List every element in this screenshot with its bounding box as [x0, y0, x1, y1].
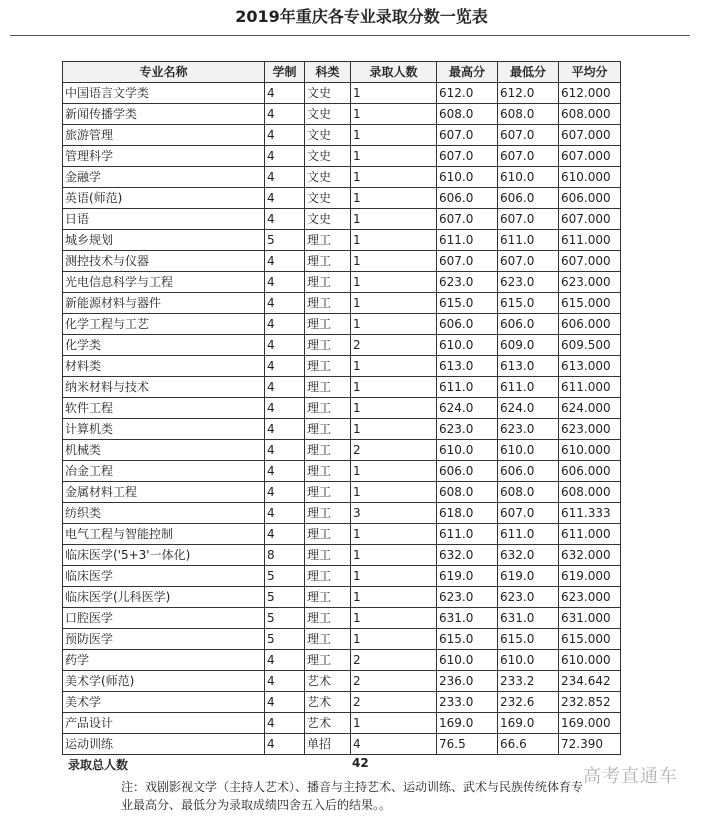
- cell-min-score: 610.0: [498, 650, 559, 671]
- cell-max-score: 169.0: [437, 713, 498, 734]
- cell-max-score: 607.0: [437, 125, 498, 146]
- cell-major: 新能源材料与器件: [63, 293, 265, 314]
- cell-duration: 5: [265, 566, 305, 587]
- cell-max-score: 606.0: [437, 188, 498, 209]
- cell-min-score: 610.0: [498, 440, 559, 461]
- cell-admitted-count: 2: [351, 671, 437, 692]
- page-title: 2019年重庆各专业录取分数一览表: [235, 7, 488, 26]
- cell-admitted-count: 2: [351, 692, 437, 713]
- cell-major: 纳米材料与技术: [63, 377, 265, 398]
- cell-admitted-count: 1: [351, 209, 437, 230]
- header-category: 科类: [305, 62, 351, 83]
- cell-admitted-count: 1: [351, 524, 437, 545]
- cell-duration: 4: [265, 293, 305, 314]
- cell-duration: 4: [265, 314, 305, 335]
- cell-category: 文史: [305, 83, 351, 104]
- cell-max-score: 236.0: [437, 671, 498, 692]
- total-value: 42: [352, 756, 369, 770]
- cell-major: 美术学(师范): [63, 671, 265, 692]
- cell-major: 纺织类: [63, 503, 265, 524]
- title-divider: [10, 35, 690, 36]
- cell-avg-score: 72.390: [559, 734, 621, 755]
- cell-avg-score: 623.000: [559, 419, 621, 440]
- table-row: [63, 482, 621, 503]
- cell-avg-score: 615.000: [559, 629, 621, 650]
- cell-min-score: 66.6: [498, 734, 559, 755]
- table-row: [63, 335, 621, 356]
- table-row: [63, 272, 621, 293]
- cell-avg-score: 631.000: [559, 608, 621, 629]
- cell-admitted-count: 1: [351, 608, 437, 629]
- table-row: [63, 356, 621, 377]
- cell-duration: 5: [265, 629, 305, 650]
- table-row: [63, 650, 621, 671]
- table-header-row: [63, 62, 621, 83]
- cell-min-score: 607.0: [498, 146, 559, 167]
- table-row: [63, 419, 621, 440]
- cell-duration: 4: [265, 146, 305, 167]
- cell-major: 软件工程: [63, 398, 265, 419]
- table-row: [63, 524, 621, 545]
- table-row: [63, 671, 621, 692]
- cell-max-score: 623.0: [437, 272, 498, 293]
- cell-avg-score: 610.000: [559, 650, 621, 671]
- cell-major: 英语(师范): [63, 188, 265, 209]
- cell-category: 理工: [305, 503, 351, 524]
- cell-admitted-count: 1: [351, 125, 437, 146]
- cell-avg-score: 613.000: [559, 356, 621, 377]
- cell-major: 中国语言文学类: [63, 83, 265, 104]
- cell-category: 理工: [305, 398, 351, 419]
- cell-duration: 4: [265, 188, 305, 209]
- cell-duration: 4: [265, 440, 305, 461]
- cell-major: 管理科学: [63, 146, 265, 167]
- cell-major: 电气工程与智能控制: [63, 524, 265, 545]
- table-row: [63, 545, 621, 566]
- cell-min-score: 632.0: [498, 545, 559, 566]
- cell-duration: 5: [265, 230, 305, 251]
- cell-duration: 4: [265, 419, 305, 440]
- table-row: [63, 125, 621, 146]
- cell-duration: 4: [265, 125, 305, 146]
- cell-category: 艺术: [305, 713, 351, 734]
- cell-major: 产品设计: [63, 713, 265, 734]
- cell-admitted-count: 1: [351, 398, 437, 419]
- cell-duration: 4: [265, 272, 305, 293]
- cell-category: 理工: [305, 461, 351, 482]
- cell-max-score: 611.0: [437, 377, 498, 398]
- table-row: [63, 188, 621, 209]
- cell-max-score: 613.0: [437, 356, 498, 377]
- cell-avg-score: 612.000: [559, 83, 621, 104]
- cell-major: 金融学: [63, 167, 265, 188]
- cell-max-score: 632.0: [437, 545, 498, 566]
- footnote: 注：戏剧影视文学（主持人艺术）、播音与主持艺术、运动训练、武术与民族传统体育专业最高分、最低分为录取成绩四舍五入后的结果。。: [121, 780, 584, 812]
- cell-category: 文史: [305, 188, 351, 209]
- cell-avg-score: 619.000: [559, 566, 621, 587]
- cell-avg-score: 607.000: [559, 125, 621, 146]
- header-admitted-count: 录取人数: [351, 62, 437, 83]
- cell-duration: 5: [265, 587, 305, 608]
- cell-major: 药学: [63, 650, 265, 671]
- cell-min-score: 631.0: [498, 608, 559, 629]
- cell-major: 预防医学: [63, 629, 265, 650]
- cell-major: 旅游管理: [63, 125, 265, 146]
- cell-category: 理工: [305, 293, 351, 314]
- cell-min-score: 609.0: [498, 335, 559, 356]
- cell-admitted-count: 1: [351, 482, 437, 503]
- cell-category: 理工: [305, 314, 351, 335]
- cell-min-score: 607.0: [498, 209, 559, 230]
- cell-max-score: 612.0: [437, 83, 498, 104]
- cell-category: 文史: [305, 167, 351, 188]
- cell-major: 新闻传播学类: [63, 104, 265, 125]
- cell-min-score: 607.0: [498, 125, 559, 146]
- cell-category: 文史: [305, 125, 351, 146]
- cell-max-score: 615.0: [437, 629, 498, 650]
- cell-category: 理工: [305, 356, 351, 377]
- cell-major: 运动训练: [63, 734, 265, 755]
- cell-admitted-count: 2: [351, 335, 437, 356]
- cell-min-score: 611.0: [498, 377, 559, 398]
- cell-min-score: 169.0: [498, 713, 559, 734]
- cell-avg-score: 611.000: [559, 377, 621, 398]
- cell-min-score: 233.2: [498, 671, 559, 692]
- cell-avg-score: 606.000: [559, 461, 621, 482]
- cell-admitted-count: 1: [351, 356, 437, 377]
- table-row: [63, 629, 621, 650]
- cell-min-score: 606.0: [498, 314, 559, 335]
- cell-max-score: 623.0: [437, 419, 498, 440]
- cell-category: 理工: [305, 272, 351, 293]
- cell-min-score: 611.0: [498, 524, 559, 545]
- cell-duration: 4: [265, 356, 305, 377]
- cell-avg-score: 610.000: [559, 167, 621, 188]
- cell-category: 理工: [305, 524, 351, 545]
- cell-avg-score: 624.000: [559, 398, 621, 419]
- cell-admitted-count: 1: [351, 230, 437, 251]
- table-row: [63, 209, 621, 230]
- cell-avg-score: 615.000: [559, 293, 621, 314]
- cell-category: 理工: [305, 440, 351, 461]
- table-row: [63, 314, 621, 335]
- cell-admitted-count: 1: [351, 272, 437, 293]
- cell-admitted-count: 1: [351, 713, 437, 734]
- cell-avg-score: 611.000: [559, 230, 621, 251]
- table-row: [63, 713, 621, 734]
- cell-admitted-count: 1: [351, 587, 437, 608]
- cell-avg-score: 606.000: [559, 314, 621, 335]
- cell-avg-score: 608.000: [559, 482, 621, 503]
- cell-max-score: 623.0: [437, 587, 498, 608]
- cell-duration: 5: [265, 608, 305, 629]
- cell-max-score: 624.0: [437, 398, 498, 419]
- cell-max-score: 618.0: [437, 503, 498, 524]
- cell-max-score: 606.0: [437, 314, 498, 335]
- cell-avg-score: 606.000: [559, 188, 621, 209]
- table-row: [63, 587, 621, 608]
- cell-major: 光电信息科学与工程: [63, 272, 265, 293]
- cell-major: 化学工程与工艺: [63, 314, 265, 335]
- cell-duration: 4: [265, 335, 305, 356]
- cell-min-score: 611.0: [498, 230, 559, 251]
- cell-min-score: 623.0: [498, 272, 559, 293]
- cell-category: 文史: [305, 104, 351, 125]
- cell-admitted-count: 1: [351, 461, 437, 482]
- cell-avg-score: 607.000: [559, 146, 621, 167]
- table-row: [63, 167, 621, 188]
- cell-max-score: 610.0: [437, 335, 498, 356]
- cell-admitted-count: 1: [351, 188, 437, 209]
- cell-category: 理工: [305, 419, 351, 440]
- cell-avg-score: 607.000: [559, 209, 621, 230]
- table-row: [63, 566, 621, 587]
- cell-avg-score: 232.852: [559, 692, 621, 713]
- cell-category: 理工: [305, 335, 351, 356]
- table-row: [63, 83, 621, 104]
- cell-major: 日语: [63, 209, 265, 230]
- cell-duration: 4: [265, 83, 305, 104]
- cell-min-score: 606.0: [498, 188, 559, 209]
- cell-max-score: 611.0: [437, 524, 498, 545]
- cell-min-score: 612.0: [498, 83, 559, 104]
- cell-avg-score: 632.000: [559, 545, 621, 566]
- cell-major: 临床医学('5+3'一体化): [63, 545, 265, 566]
- header-major: 专业名称: [63, 62, 265, 83]
- cell-max-score: 607.0: [437, 146, 498, 167]
- header-min-score: 最低分: [498, 62, 559, 83]
- table-row: [63, 608, 621, 629]
- cell-avg-score: 610.000: [559, 440, 621, 461]
- cell-duration: 4: [265, 104, 305, 125]
- cell-admitted-count: 1: [351, 167, 437, 188]
- cell-admitted-count: 2: [351, 440, 437, 461]
- cell-duration: 4: [265, 503, 305, 524]
- cell-max-score: 606.0: [437, 461, 498, 482]
- cell-min-score: 615.0: [498, 629, 559, 650]
- table-row: [63, 734, 621, 755]
- cell-min-score: 606.0: [498, 461, 559, 482]
- table-row: [63, 503, 621, 524]
- cell-max-score: 631.0: [437, 608, 498, 629]
- cell-major: 计算机类: [63, 419, 265, 440]
- cell-max-score: 610.0: [437, 440, 498, 461]
- cell-admitted-count: 1: [351, 566, 437, 587]
- cell-admitted-count: 1: [351, 545, 437, 566]
- cell-max-score: 610.0: [437, 167, 498, 188]
- cell-max-score: 607.0: [437, 209, 498, 230]
- header-duration: 学制: [265, 62, 305, 83]
- cell-major: 金属材料工程: [63, 482, 265, 503]
- cell-category: 理工: [305, 251, 351, 272]
- cell-min-score: 623.0: [498, 587, 559, 608]
- cell-category: 理工: [305, 566, 351, 587]
- cell-duration: 4: [265, 167, 305, 188]
- cell-avg-score: 234.642: [559, 671, 621, 692]
- table-row: [63, 398, 621, 419]
- cell-min-score: 610.0: [498, 167, 559, 188]
- table-row: [63, 461, 621, 482]
- cell-max-score: 233.0: [437, 692, 498, 713]
- cell-min-score: 619.0: [498, 566, 559, 587]
- cell-admitted-count: 1: [351, 314, 437, 335]
- cell-admitted-count: 1: [351, 293, 437, 314]
- cell-min-score: 607.0: [498, 503, 559, 524]
- cell-category: 理工: [305, 377, 351, 398]
- cell-major: 测控技术与仪器: [63, 251, 265, 272]
- cell-avg-score: 623.000: [559, 587, 621, 608]
- cell-category: 理工: [305, 650, 351, 671]
- cell-category: 文史: [305, 146, 351, 167]
- cell-max-score: 607.0: [437, 251, 498, 272]
- cell-min-score: 624.0: [498, 398, 559, 419]
- cell-duration: 8: [265, 545, 305, 566]
- cell-duration: 4: [265, 524, 305, 545]
- cell-min-score: 608.0: [498, 482, 559, 503]
- cell-duration: 4: [265, 713, 305, 734]
- cell-min-score: 607.0: [498, 251, 559, 272]
- cell-duration: 4: [265, 377, 305, 398]
- cell-category: 理工: [305, 587, 351, 608]
- cell-category: 艺术: [305, 692, 351, 713]
- cell-avg-score: 608.000: [559, 104, 621, 125]
- cell-avg-score: 611.000: [559, 524, 621, 545]
- cell-max-score: 615.0: [437, 293, 498, 314]
- table-row: [63, 146, 621, 167]
- cell-admitted-count: 1: [351, 629, 437, 650]
- table-row: [63, 440, 621, 461]
- cell-major: 临床医学(儿科医学): [63, 587, 265, 608]
- header-max-score: 最高分: [437, 62, 498, 83]
- cell-major: 城乡规划: [63, 230, 265, 251]
- cell-major: 材料类: [63, 356, 265, 377]
- cell-major: 冶金工程: [63, 461, 265, 482]
- cell-max-score: 619.0: [437, 566, 498, 587]
- total-label: 录取总人数: [68, 758, 129, 772]
- table-body: [63, 83, 621, 755]
- cell-avg-score: 169.000: [559, 713, 621, 734]
- cell-max-score: 611.0: [437, 230, 498, 251]
- watermark: 高考直通车: [583, 766, 678, 787]
- cell-major: 美术学: [63, 692, 265, 713]
- cell-avg-score: 609.500: [559, 335, 621, 356]
- cell-category: 理工: [305, 608, 351, 629]
- cell-admitted-count: 3: [351, 503, 437, 524]
- table-row: [63, 377, 621, 398]
- cell-admitted-count: 1: [351, 83, 437, 104]
- cell-category: 文史: [305, 209, 351, 230]
- cell-duration: 4: [265, 482, 305, 503]
- cell-category: 理工: [305, 629, 351, 650]
- cell-major: 口腔医学: [63, 608, 265, 629]
- cell-duration: 4: [265, 692, 305, 713]
- cell-admitted-count: 1: [351, 419, 437, 440]
- cell-avg-score: 607.000: [559, 251, 621, 272]
- table-row: [63, 104, 621, 125]
- cell-duration: 4: [265, 650, 305, 671]
- cell-max-score: 608.0: [437, 104, 498, 125]
- cell-min-score: 608.0: [498, 104, 559, 125]
- cell-major: 临床医学: [63, 566, 265, 587]
- header-avg-score: 平均分: [559, 62, 621, 83]
- cell-min-score: 232.6: [498, 692, 559, 713]
- cell-admitted-count: 1: [351, 251, 437, 272]
- cell-min-score: 623.0: [498, 419, 559, 440]
- admission-scores-table: [62, 61, 621, 755]
- cell-max-score: 608.0: [437, 482, 498, 503]
- cell-max-score: 610.0: [437, 650, 498, 671]
- cell-major: 化学类: [63, 335, 265, 356]
- cell-category: 理工: [305, 545, 351, 566]
- cell-duration: 4: [265, 251, 305, 272]
- table-row: [63, 251, 621, 272]
- table-row: [63, 293, 621, 314]
- cell-min-score: 613.0: [498, 356, 559, 377]
- cell-min-score: 615.0: [498, 293, 559, 314]
- cell-avg-score: 611.333: [559, 503, 621, 524]
- cell-duration: 4: [265, 671, 305, 692]
- cell-category: 理工: [305, 230, 351, 251]
- cell-admitted-count: 1: [351, 377, 437, 398]
- cell-admitted-count: 1: [351, 104, 437, 125]
- cell-admitted-count: 4: [351, 734, 437, 755]
- cell-admitted-count: 1: [351, 146, 437, 167]
- cell-duration: 4: [265, 461, 305, 482]
- cell-max-score: 76.5: [437, 734, 498, 755]
- cell-duration: 4: [265, 398, 305, 419]
- cell-category: 单招: [305, 734, 351, 755]
- table-row: [63, 692, 621, 713]
- cell-admitted-count: 2: [351, 650, 437, 671]
- cell-avg-score: 623.000: [559, 272, 621, 293]
- cell-major: 机械类: [63, 440, 265, 461]
- cell-duration: 4: [265, 209, 305, 230]
- cell-duration: 4: [265, 734, 305, 755]
- table-row: [63, 230, 621, 251]
- cell-category: 艺术: [305, 671, 351, 692]
- cell-category: 理工: [305, 482, 351, 503]
